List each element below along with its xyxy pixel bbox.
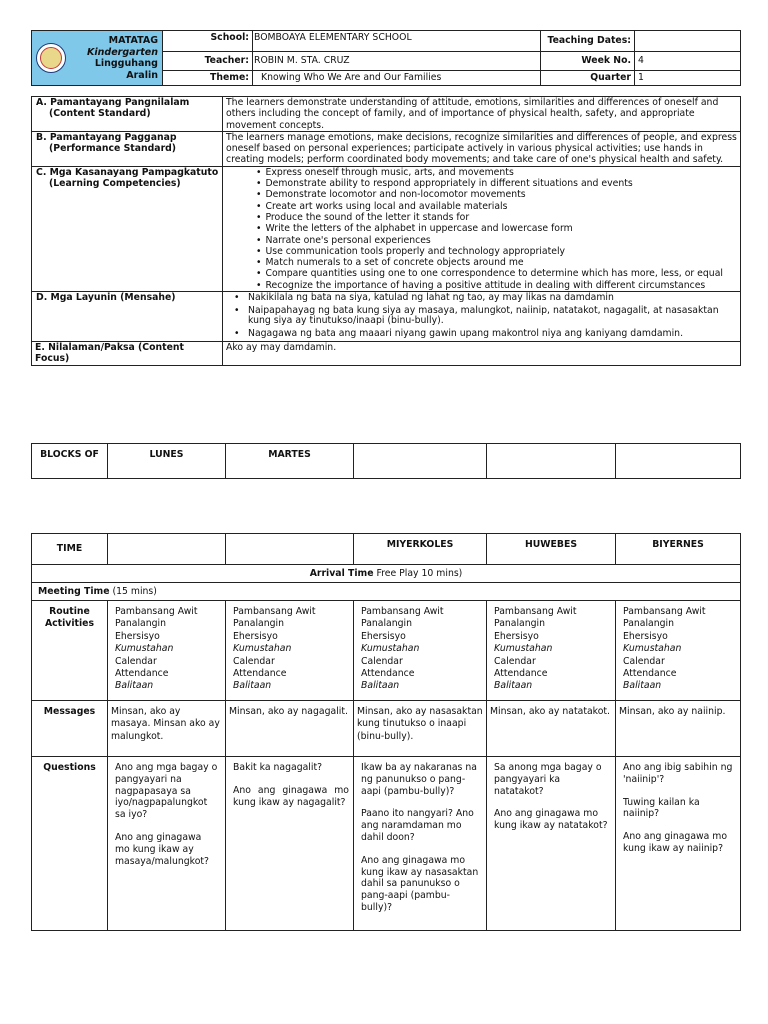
routine-cell-martes bbox=[226, 601, 354, 701]
routine-item: Ehersisyo bbox=[361, 630, 406, 642]
routine-item: Calendar bbox=[233, 655, 275, 667]
question-item: Ano ang ginagawa mo kung ikaw ay nagagalit? bbox=[233, 784, 349, 808]
question-item: Tuwing kailan ka naiinip? bbox=[623, 796, 700, 820]
routine-item: Balitaan bbox=[115, 680, 154, 692]
routine-item: Attendance bbox=[115, 668, 169, 680]
meeting-time-label: Meeting Time bbox=[38, 585, 110, 597]
routine-item: Balitaan bbox=[623, 680, 662, 692]
routine-item: Ehersisyo bbox=[623, 630, 668, 642]
martes-header: MARTES bbox=[226, 444, 354, 479]
miyerkoles-header: MIYERKOLES bbox=[354, 534, 487, 565]
messages-label: Messages bbox=[32, 701, 108, 757]
routine-item: Kumustahan bbox=[494, 643, 553, 655]
competency-item: • Write the letters of the alphabet in uppercase and lowercase form bbox=[256, 223, 737, 234]
biyernes-header: BIYERNES bbox=[616, 534, 741, 565]
theme-value: Knowing Who We Are and Our Families bbox=[253, 71, 541, 86]
deped-seal-icon bbox=[36, 43, 66, 73]
routine-item: Pambansang Awit bbox=[623, 606, 706, 617]
content-focus-label: E. Nilalaman/Paksa (Content Focus) bbox=[32, 342, 223, 366]
message-biyernes: Minsan, ako ay naiinip. bbox=[616, 701, 741, 757]
routine-item: Pambansang Awit bbox=[233, 606, 316, 617]
routine-cell-huwebes bbox=[487, 601, 616, 701]
theme-label: Theme: bbox=[163, 71, 253, 86]
competency-item: • Match numerals to a set of concrete objects around me bbox=[256, 257, 737, 268]
routine-item: Kumustahan bbox=[623, 643, 682, 655]
questions-martes bbox=[226, 757, 354, 931]
routine-item: Panalangin bbox=[233, 618, 285, 630]
learning-competencies-label bbox=[32, 166, 223, 291]
arrival-time-row bbox=[32, 565, 741, 583]
routine-item: Calendar bbox=[494, 655, 536, 667]
routine-item: Ehersisyo bbox=[494, 630, 539, 642]
empty-day-cell bbox=[108, 534, 226, 565]
empty-day-cell bbox=[226, 534, 354, 565]
time-header: TIME bbox=[32, 534, 108, 565]
routine-item: Pambansang Awit bbox=[361, 606, 444, 617]
content-standard-text: The learners demonstrate understanding of attitude, emotions, similarities and differences of oneself and others including the concept of family, and of importance of physical health, safety, and appropriate movement concepts. bbox=[223, 97, 741, 132]
routine-item: Balitaan bbox=[361, 680, 400, 692]
routine-activities-label: Routine Activities bbox=[32, 601, 108, 701]
teacher-label: Teacher: bbox=[163, 52, 253, 71]
routine-cell-miyerkoles bbox=[354, 601, 487, 701]
arrival-time-detail: Free Play 10 mins) bbox=[373, 567, 463, 579]
school-label: School: bbox=[163, 31, 253, 52]
empty-header-cell bbox=[487, 444, 616, 479]
meeting-time-row bbox=[32, 583, 741, 601]
competency-item: • Use communication tools properly and technology appropriately bbox=[256, 246, 737, 257]
quarter-label: Quarter bbox=[541, 71, 635, 86]
logo-line-1: MATATAG bbox=[108, 35, 158, 46]
teaching-dates-label: Teaching Dates: bbox=[541, 31, 635, 52]
question-item: Ikaw ba ay nakaranas na ng panunukso o pang-aapi (pambu-bully)? bbox=[361, 762, 477, 797]
learning-competencies-label-1: C. Mga Kasanayang Pampagkatuto bbox=[36, 166, 219, 178]
questions-biyernes bbox=[616, 757, 741, 931]
meeting-time-detail: (15 mins) bbox=[109, 585, 157, 597]
competency-item: • Recognize the importance of having a positive attitude in dealing with different circumstances bbox=[256, 280, 737, 291]
competency-item: • Demonstrate ability to respond appropriately in different situations and events bbox=[256, 178, 737, 189]
routine-item: Calendar bbox=[115, 655, 157, 667]
objective-item: • Nakikilala ng bata na siya, katulad ng lahat ng tao, ay may likas na damdamin bbox=[234, 293, 737, 304]
message-huwebes: Minsan, ako ay natatakot. bbox=[487, 701, 616, 757]
routine-item: Attendance bbox=[623, 668, 677, 680]
routine-item: Attendance bbox=[233, 668, 287, 680]
header-table bbox=[31, 30, 741, 86]
competencies-list bbox=[226, 167, 737, 291]
question-item: Ano ang ibig sabihin ng 'naiinip'? bbox=[623, 762, 733, 785]
routine-item: Balitaan bbox=[233, 680, 272, 692]
question-item: Sa anong mga bagay o pangyayari ka natatakot? bbox=[494, 762, 602, 797]
huwebes-header: HUWEBES bbox=[487, 534, 616, 565]
message-miyerkoles: Minsan, ako ay nasasaktan kung tinutukso o inaapi (binu-bully). bbox=[354, 701, 487, 757]
performance-standard-text: The learners manage emotions, make decisions, recognize similarities and differences of people, and express oneself based on personal experiences; participate actively in various physical activities; use hands in creating models; perform coordinated body movements; and take care of one's physical health and safety. bbox=[223, 131, 741, 166]
routine-item: Pambansang Awit bbox=[494, 606, 577, 617]
question-item: Ano ang ginagawa mo kung ikaw ay nasasaktan dahil sa panunukso o pang-aapi (pambu-bully)? bbox=[361, 854, 479, 913]
blocks-header-table bbox=[31, 443, 741, 479]
logo-line-2: Kindergarten bbox=[87, 46, 158, 58]
routine-item: Panalangin bbox=[115, 618, 167, 630]
routine-item: Kumustahan bbox=[233, 643, 292, 655]
routine-item: Panalangin bbox=[361, 618, 413, 630]
questions-label: Questions bbox=[32, 757, 108, 931]
routine-item: Attendance bbox=[361, 668, 415, 680]
objectives-list bbox=[226, 293, 737, 339]
routine-item: Panalangin bbox=[623, 618, 675, 630]
question-item: Bakit ka nagagalit? bbox=[233, 762, 323, 773]
objectives-label: D. Mga Layunin (Mensahe) bbox=[32, 292, 223, 342]
routine-item: Panalangin bbox=[494, 618, 546, 630]
standards-table bbox=[31, 96, 741, 366]
week-value: 4 bbox=[635, 52, 741, 71]
questions-lunes bbox=[108, 757, 226, 931]
routine-item: Calendar bbox=[361, 655, 403, 667]
performance-standard-label-2: (Performance Standard) bbox=[49, 143, 177, 155]
teacher-value: ROBIN M. STA. CRUZ bbox=[253, 52, 541, 71]
questions-miyerkoles bbox=[354, 757, 487, 931]
performance-standard-label bbox=[32, 131, 223, 166]
competency-item: • Express oneself through music, arts, and movements bbox=[256, 167, 737, 178]
routine-item: Attendance bbox=[494, 668, 548, 680]
school-value: BOMBOAYA ELEMENTARY SCHOOL bbox=[253, 31, 541, 52]
routine-cell-lunes bbox=[108, 601, 226, 701]
routine-item: Kumustahan bbox=[115, 643, 174, 655]
routine-item: Balitaan bbox=[494, 680, 533, 692]
routine-item: Kumustahan bbox=[361, 643, 420, 655]
message-lunes: Minsan, ako ay masaya. Minsan ako ay malungkot. bbox=[108, 701, 226, 757]
empty-header-cell bbox=[616, 444, 741, 479]
question-item: Ano ang ginagawa mo kung ikaw ay natatakot? bbox=[494, 808, 608, 832]
message-martes: Minsan, ako ay nagagalit. bbox=[226, 701, 354, 757]
content-standard-label-2: (Content Standard) bbox=[49, 108, 151, 120]
objective-item: • Naipapahayag ng bata kung siya ay masaya, malungkot, naiinip, natatakot, nagagalit, at nasasaktan kung siya ay tinutukso/inaapi (binu-bully). bbox=[234, 306, 737, 327]
content-standard-label-1: A. Pamantayang Pangnilalam bbox=[36, 97, 190, 108]
lunes-header: LUNES bbox=[108, 444, 226, 479]
logo-line-3: Lingguhang Aralin bbox=[94, 58, 158, 81]
question-item: Ano ang mga bagay o pangyayari na nagpapasaya sa iyo/nagpapalungkot sa iyo? bbox=[115, 762, 218, 821]
question-item: Ano ang ginagawa mo kung ikaw ay masaya/malungkot? bbox=[115, 831, 209, 867]
schedule-table bbox=[31, 533, 741, 931]
competency-item: • Demonstrate locomotor and non-locomotor movements bbox=[256, 189, 737, 200]
competency-item: • Compare quantities using one to one correspondence to determine which has more, less, or equal bbox=[256, 268, 737, 279]
learning-competencies-label-2: (Learning Competencies) bbox=[49, 178, 181, 190]
content-standard-label bbox=[32, 97, 223, 132]
competency-item: • Narrate one's personal experiences bbox=[256, 235, 737, 246]
logo-text bbox=[66, 35, 160, 81]
blocks-of-header: BLOCKS OF bbox=[32, 444, 108, 479]
objectives-cell bbox=[223, 292, 741, 342]
routine-item: Pambansang Awit bbox=[115, 606, 198, 617]
routine-item: Calendar bbox=[623, 655, 665, 667]
questions-huwebes bbox=[487, 757, 616, 931]
objective-item: • Nagagawa ng bata ang maaari niyang gawin upang makontrol niya ang kaniyang damdamin. bbox=[234, 329, 737, 340]
logo-cell bbox=[32, 31, 163, 86]
week-label: Week No. bbox=[541, 52, 635, 71]
teaching-dates-value bbox=[635, 31, 741, 52]
routine-cell-biyernes bbox=[616, 601, 741, 701]
performance-standard-label-1: B. Pamantayang Pagganap bbox=[36, 131, 177, 143]
learning-competencies-cell bbox=[223, 166, 741, 291]
competency-item: • Create art works using local and available materials bbox=[256, 201, 737, 212]
content-focus-text: Ako ay may damdamin. bbox=[223, 342, 741, 366]
competency-item: • Produce the sound of the letter it stands for bbox=[256, 212, 737, 223]
routine-item: Ehersisyo bbox=[233, 630, 278, 642]
quarter-value: 1 bbox=[635, 71, 741, 86]
arrival-time-label: Arrival Time bbox=[309, 567, 374, 579]
question-item: Ano ang ginagawa mo kung ikaw ay naiinip? bbox=[623, 831, 728, 854]
routine-item: Ehersisyo bbox=[115, 630, 160, 642]
empty-header-cell bbox=[354, 444, 487, 479]
question-item: Paano ito nangyari? Ano ang naramdaman mo dahil doon? bbox=[361, 808, 474, 843]
